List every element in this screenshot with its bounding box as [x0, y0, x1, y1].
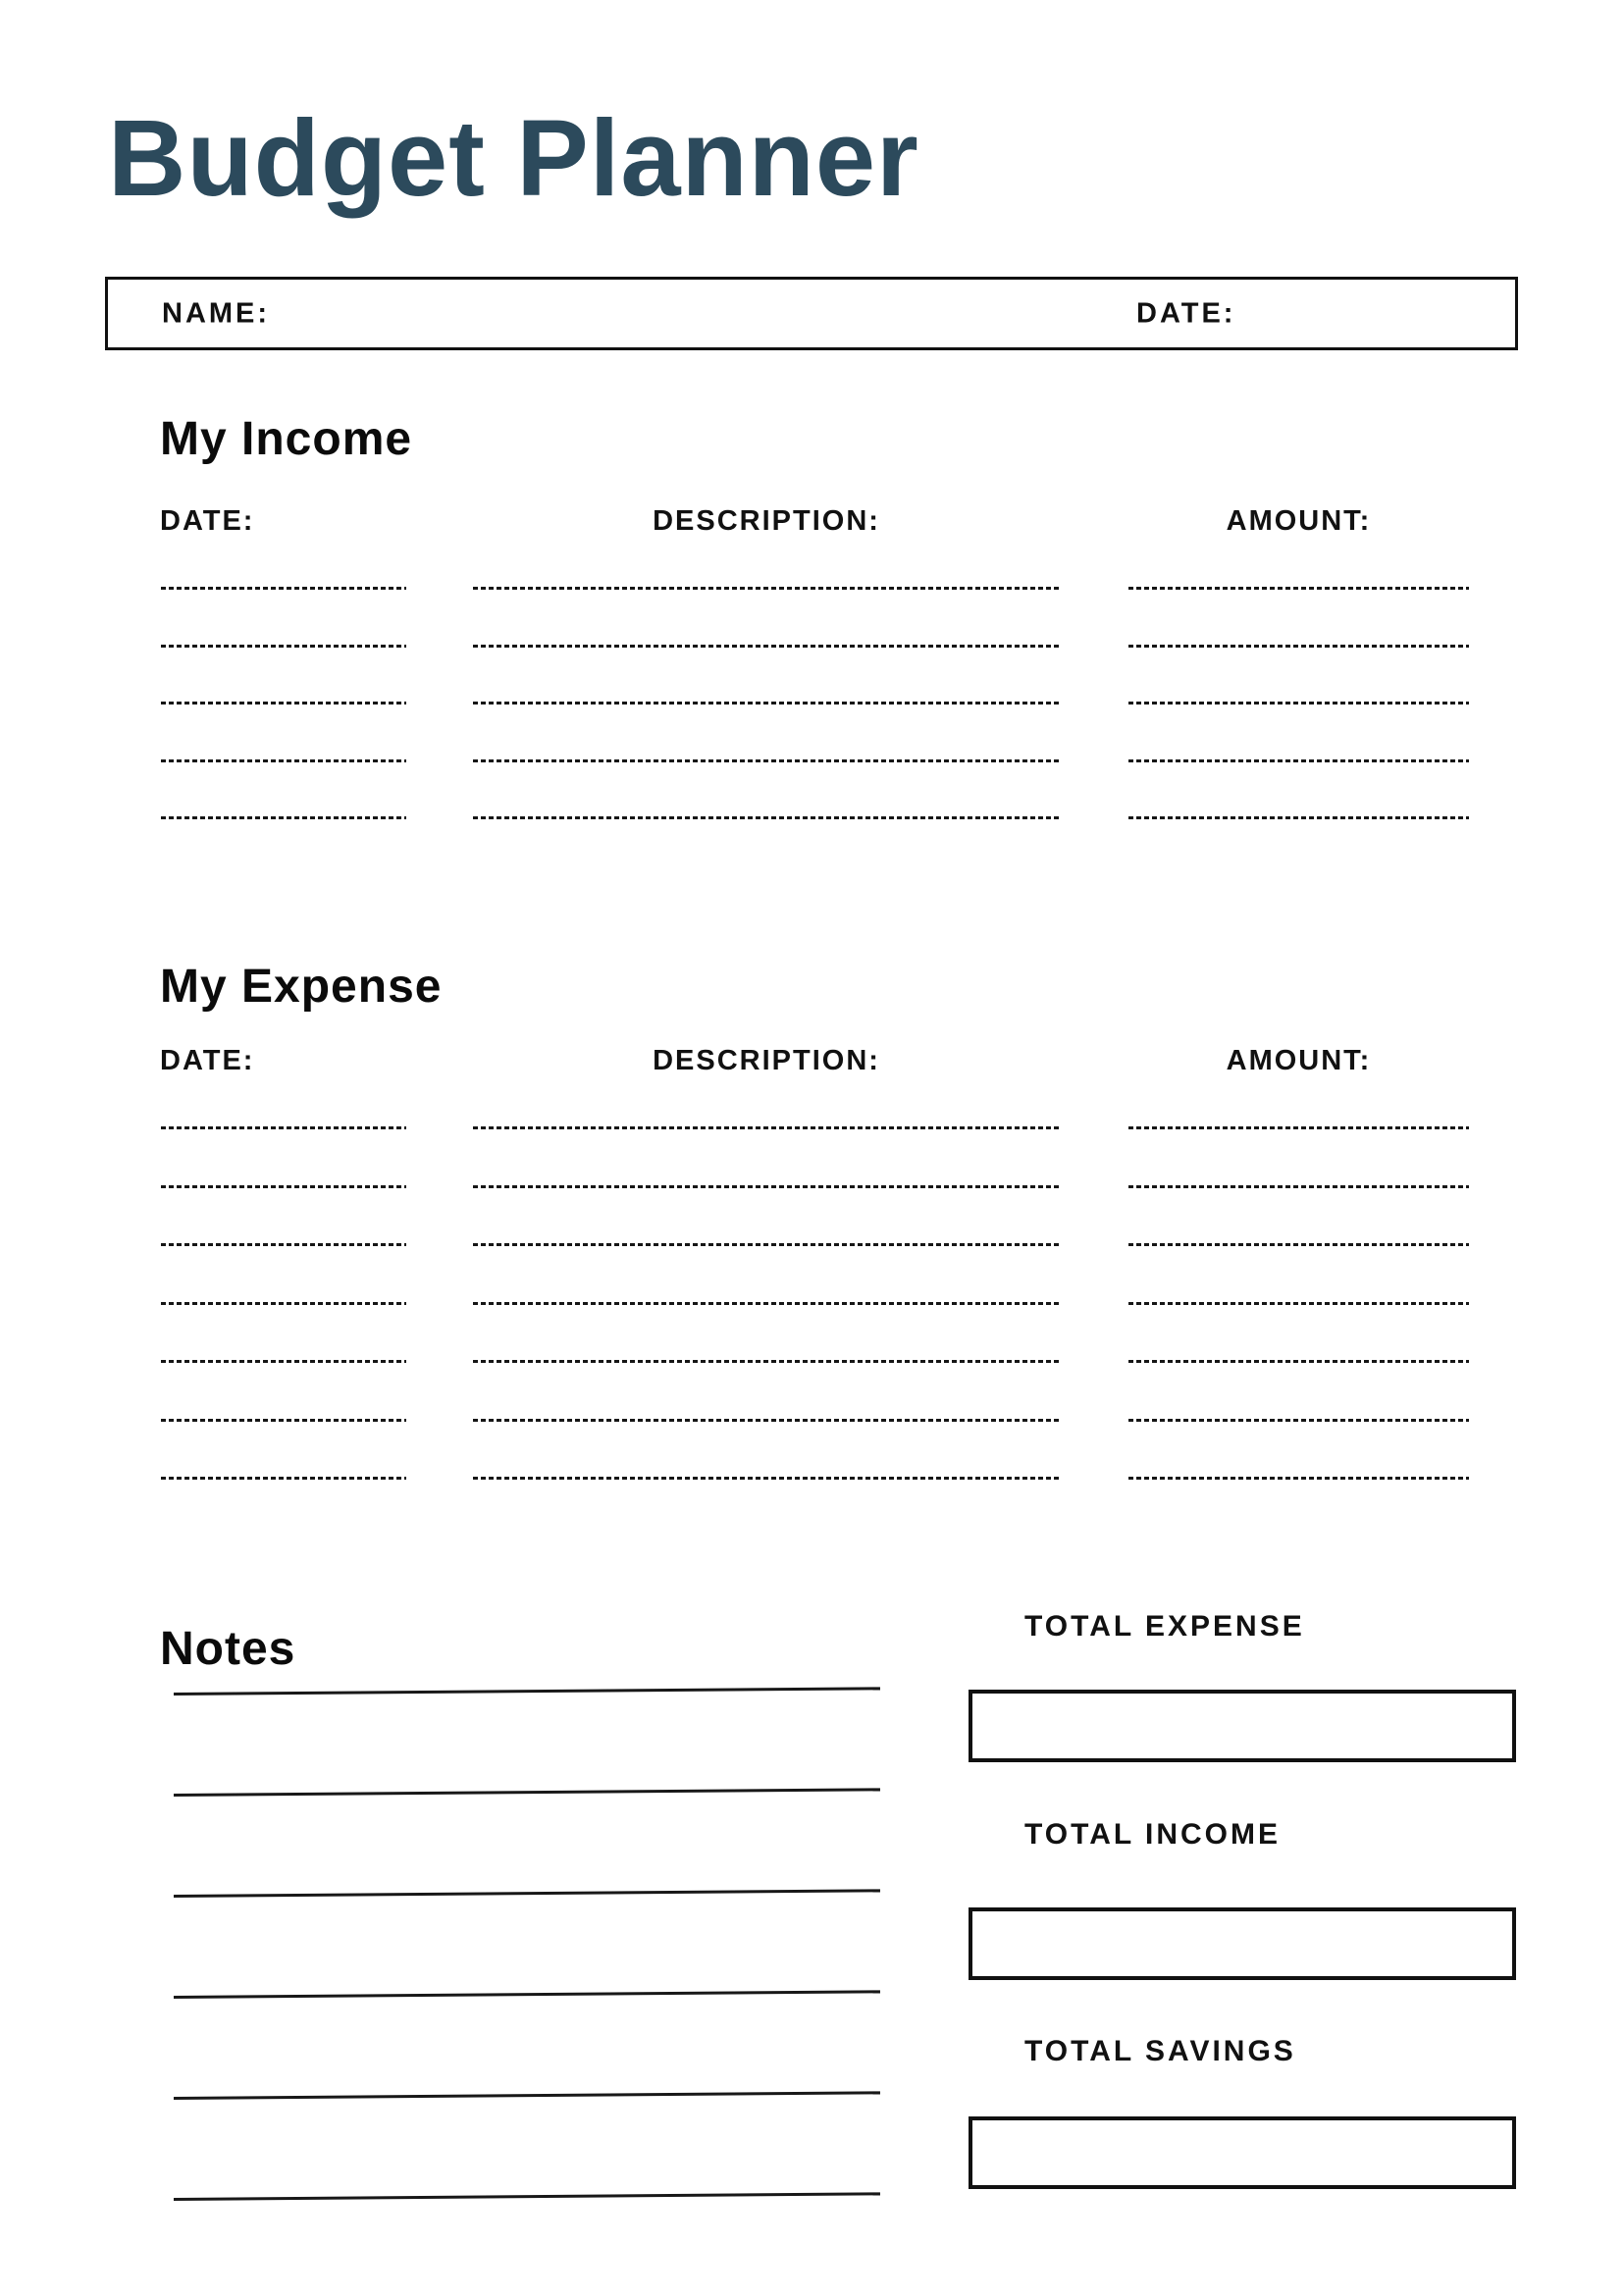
income-date-field[interactable] [161, 702, 406, 704]
expense-row [0, 1302, 1624, 1305]
expense-amount-field[interactable] [1128, 1185, 1469, 1188]
income-row [0, 759, 1624, 762]
name-date-box [105, 277, 1518, 350]
notes-line-field[interactable] [174, 2091, 880, 2099]
expense-description-column-header: DESCRIPTION: [653, 1045, 880, 1076]
total-savings-input-box[interactable] [969, 2116, 1516, 2189]
expense-amount-field[interactable] [1128, 1243, 1469, 1246]
notes-line-field[interactable] [174, 1687, 880, 1695]
expense-amount-field[interactable] [1128, 1360, 1469, 1363]
name-label: NAME: [162, 297, 271, 329]
expense-date-field[interactable] [161, 1302, 406, 1305]
income-row [0, 645, 1624, 648]
total-savings-label: TOTAL SAVINGS [1024, 2035, 1296, 2067]
income-date-field[interactable] [161, 645, 406, 648]
income-description-field[interactable] [473, 702, 1060, 704]
expense-amount-field[interactable] [1128, 1126, 1469, 1129]
income-description-column-header: DESCRIPTION: [653, 505, 880, 537]
expense-amount-field[interactable] [1128, 1419, 1469, 1422]
expense-description-field[interactable] [473, 1360, 1060, 1363]
name-value-field[interactable] [343, 287, 1089, 339]
expense-date-field[interactable] [161, 1185, 406, 1188]
expense-amount-field[interactable] [1128, 1302, 1469, 1305]
expense-row [0, 1419, 1624, 1422]
income-amount-column-header: AMOUNT: [1226, 505, 1372, 537]
expense-description-field[interactable] [473, 1243, 1060, 1246]
expense-description-field[interactable] [473, 1185, 1060, 1188]
total-expense-input-box[interactable] [969, 1690, 1516, 1762]
income-amount-field[interactable] [1128, 759, 1469, 762]
total-expense-label: TOTAL EXPENSE [1024, 1610, 1305, 1643]
total-income-input-box[interactable] [969, 1907, 1516, 1980]
income-date-field[interactable] [161, 587, 406, 590]
income-amount-field[interactable] [1128, 702, 1469, 704]
income-row [0, 702, 1624, 704]
page-title: Budget Planner [108, 98, 919, 219]
expense-row [0, 1477, 1624, 1480]
total-income-label: TOTAL INCOME [1024, 1818, 1281, 1851]
income-row [0, 587, 1624, 590]
income-description-field[interactable] [473, 759, 1060, 762]
income-section-heading: My Income [160, 413, 413, 465]
income-description-field[interactable] [473, 645, 1060, 648]
expense-amount-column-header: AMOUNT: [1226, 1045, 1372, 1076]
expense-description-field[interactable] [473, 1302, 1060, 1305]
income-description-field[interactable] [473, 587, 1060, 590]
income-amount-field[interactable] [1128, 816, 1469, 819]
expense-date-field[interactable] [161, 1360, 406, 1363]
date-label: DATE: [1136, 297, 1236, 329]
notes-line-field[interactable] [174, 1788, 880, 1796]
income-description-field[interactable] [473, 816, 1060, 819]
expense-date-column-header: DATE: [160, 1045, 255, 1076]
expense-row [0, 1360, 1624, 1363]
expense-section-heading: My Expense [160, 961, 443, 1013]
income-amount-field[interactable] [1128, 645, 1469, 648]
expense-date-field[interactable] [161, 1243, 406, 1246]
notes-line-field[interactable] [174, 2192, 880, 2200]
expense-date-field[interactable] [161, 1126, 406, 1129]
expense-description-field[interactable] [473, 1126, 1060, 1129]
date-value-field[interactable] [1251, 287, 1501, 339]
notes-line-field[interactable] [174, 1889, 880, 1897]
expense-description-field[interactable] [473, 1419, 1060, 1422]
income-date-field[interactable] [161, 816, 406, 819]
expense-date-field[interactable] [161, 1477, 406, 1480]
income-date-column-header: DATE: [160, 505, 255, 537]
income-date-field[interactable] [161, 759, 406, 762]
expense-row [0, 1243, 1624, 1246]
expense-amount-field[interactable] [1128, 1477, 1469, 1480]
expense-date-field[interactable] [161, 1419, 406, 1422]
expense-row [0, 1126, 1624, 1129]
income-amount-field[interactable] [1128, 587, 1469, 590]
notes-section-heading: Notes [160, 1623, 296, 1675]
income-row [0, 816, 1624, 819]
expense-row [0, 1185, 1624, 1188]
expense-description-field[interactable] [473, 1477, 1060, 1480]
notes-line-field[interactable] [174, 1990, 880, 1998]
